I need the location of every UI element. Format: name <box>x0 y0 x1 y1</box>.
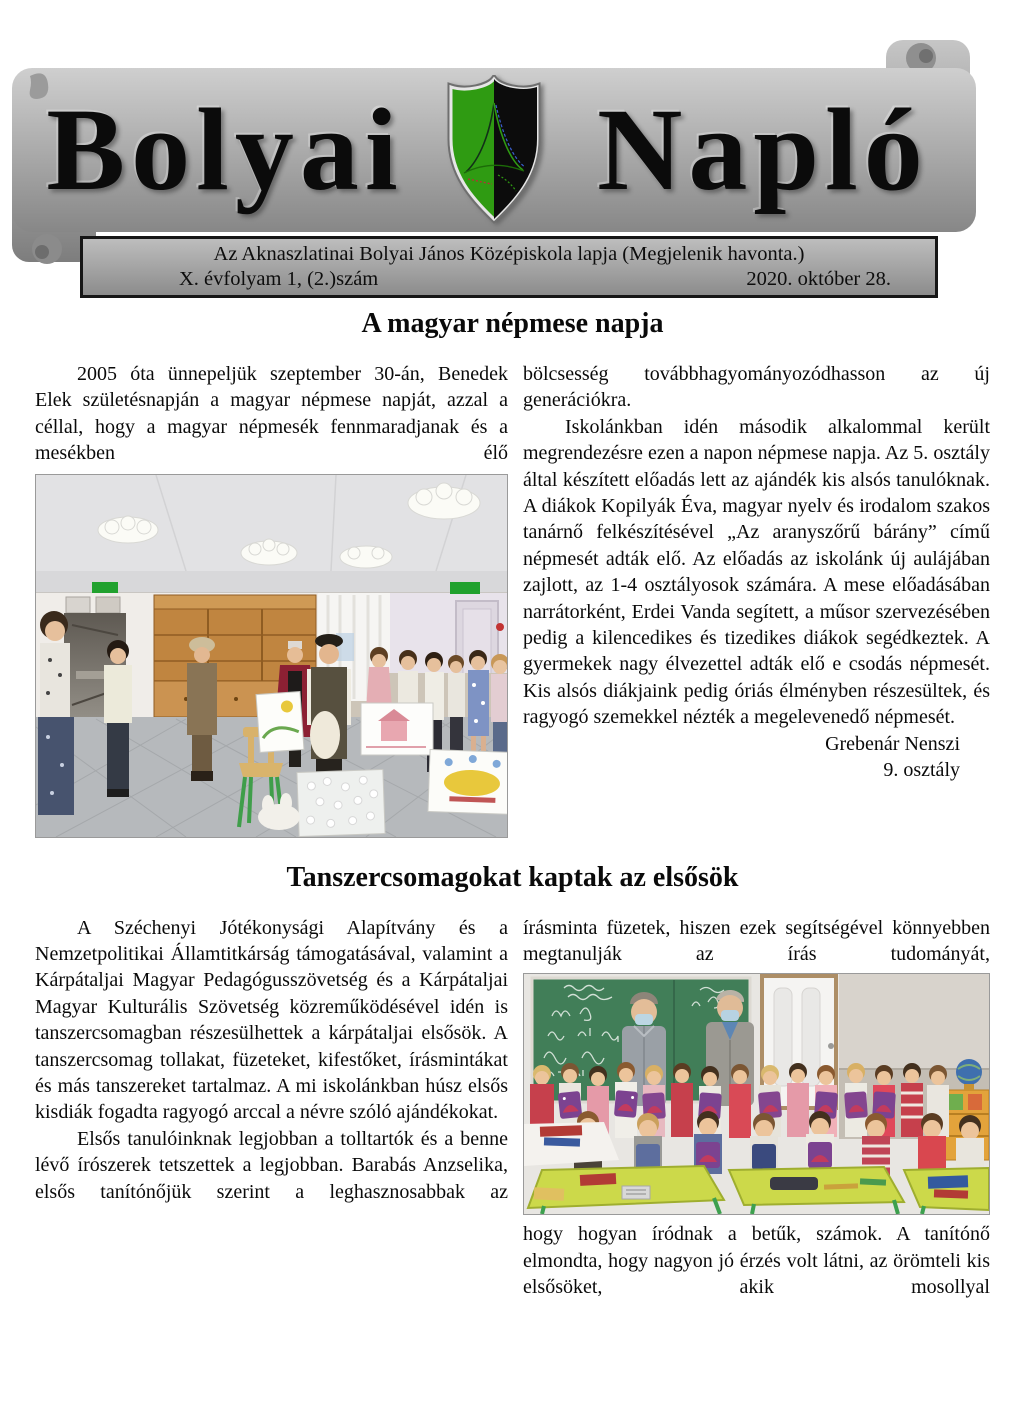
article1-paragraph-right-1: bölcsesség továbbhagyományozódhasson az új generációkra. <box>523 363 990 412</box>
newspaper-subtitle: Az Aknaszlatinai Bolyai János Középiskola lapja (Megjelenik havonta.) <box>213 243 805 265</box>
article1-right-column <box>523 361 990 838</box>
article2-photo-frame <box>523 973 990 1215</box>
masthead-title-left: Bolyai <box>46 84 404 215</box>
article1-left-column <box>35 361 508 838</box>
article1-photo-frame <box>35 474 508 838</box>
issue-date: 2020. október 28. <box>746 268 891 290</box>
article1-byline-name: Grebenár Nenszi <box>825 732 960 755</box>
article1-paragraph-right-2: Iskolánkban idén második alkalommal került megrendezésre ezen a napon népmese napja. Az 5. osztály által készített előadás lett az ajándék kis alsós tanulóknak. A diákok Kopilyák Éva, magyar nyelv és irodalom szakos tanárnő felkészítésével „Az aranyszőrű bárány” című népmesét adták elő. Az előadás az iskolánk új aulájában zajlott, az 1-4 osztályosok számára. A mese előadásában narrátorként, Erdei Vanda segített, a műsor szervezésében pedig a kilencedikes és tizedikes diákok segédkeztek. A gyermekek nagy élvezettel adták elő e csodás népmesét. Kis alsós diákjaink pedig óriás élményben részesültek, és ragyogó szemekkel nézték a megelevenedő népmesét. <box>523 415 990 729</box>
article2-paragraph-right-bottom: hogy hogyan íródnak a betűk, számok. A tanítónő elmondta, hogy nagyon jó érzés volt látni, az örömteli kis elsősöket, akik mosollyal <box>523 1223 990 1299</box>
issue-line <box>83 268 935 291</box>
issue-number: X. évfolyam 1, (2.)szám <box>179 268 379 290</box>
masthead-title-right: Napló <box>597 84 929 215</box>
article2-paragraph-right-top: írásminta füzetek, hiszen ezek segítségével könnyebben megtanulják az írás tudományát, <box>523 916 990 966</box>
masthead <box>12 68 976 232</box>
article1-paragraph-left: 2005 óta ünnepeljük szeptember 30-án, Benedek Elek születésnapján a magyar népmese napját, azzal a céllal, hogy a magyar népmesék fennmaradjanak és a mesékben élő <box>35 363 508 465</box>
article1-title: A magyar népmese napja <box>361 308 664 339</box>
article2-left-column <box>35 915 508 1301</box>
school-crest-logo <box>442 75 546 225</box>
article1-byline-class: 9. osztály <box>883 759 960 782</box>
hall-performance-photo <box>36 475 507 837</box>
article2-paragraph-left-2: Elsős tanulóinknak legjobban a tolltartók és a benne lévő írószerek tetszettek a legjobban. Barabás Anzselika, elsős tanítónőjük szerint a leghasznosabbak az <box>35 1127 508 1203</box>
page-content <box>35 306 990 1301</box>
article2-title: Tanszercsomagokat kaptak az elsősök <box>286 861 739 893</box>
article2-paragraph-left-1: A Széchenyi Jótékonysági Alapítvány és a Nemzetpolitikai Államtitkárság támogatásával, valamint a Kárpátaljai Magyar Pedagógusszövetség és a Kárpátaljai Magyar Kulturális Szövetség közreműködésével idén is tanszercsomagban részesülhettek a kárpátaljai elsősök. A tanszercsomag tollakat, füzeteket, kifestőket, írásmintákat és más tanszereket tartalmaz. A mi iskolánkban húsz elsős kisdiák fogadta ragyogó arccal a névre szóló ajándékokat. <box>35 916 508 1124</box>
issue-infobar <box>80 236 938 298</box>
article2-columns <box>35 915 990 1301</box>
article1-columns <box>35 361 990 838</box>
article2-right-column <box>523 915 990 1301</box>
classroom-gift-packages-photo <box>524 974 989 1214</box>
